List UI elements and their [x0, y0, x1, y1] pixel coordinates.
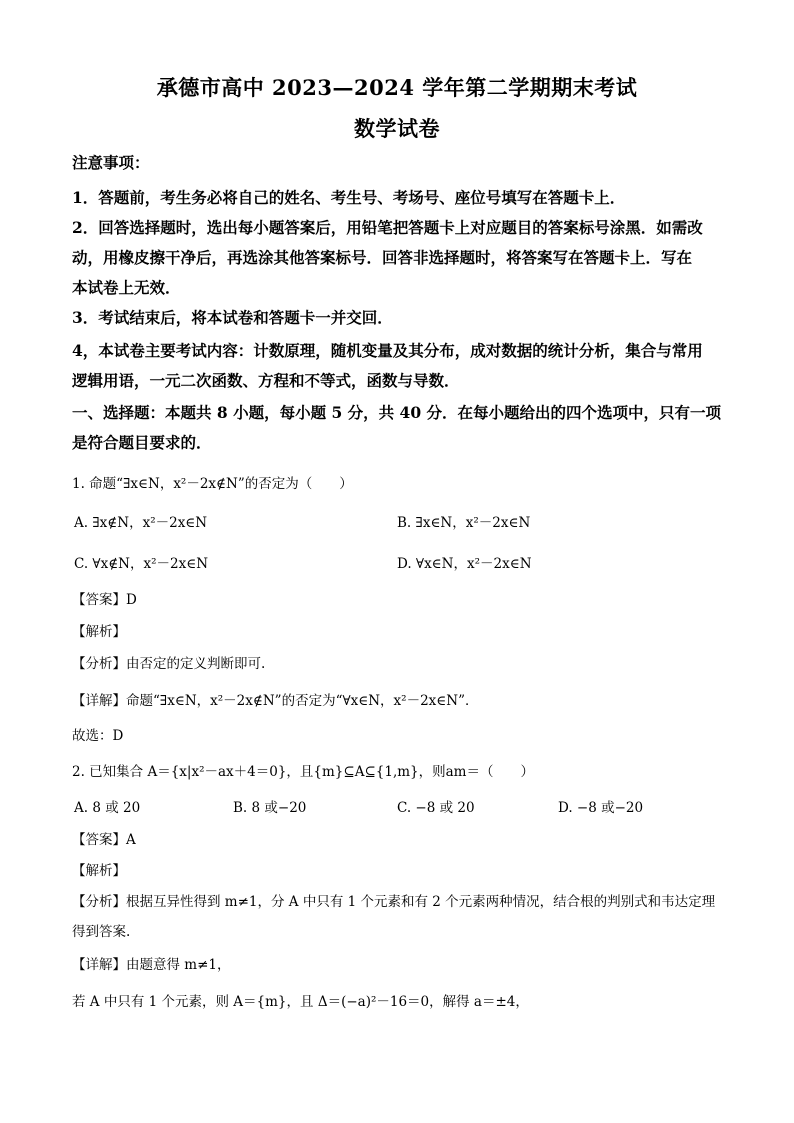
exam-subtitle: 数学试卷: [354, 116, 440, 141]
q1-option-b: B. ∃x∈N，x²－2x∈N: [397, 515, 531, 531]
q2-stem: 2. 已知集合 A＝{x|x²－ax＋4＝0}，且{m}⊆A⊆{1,m}，则am＝（ ）: [72, 764, 534, 780]
q1-option-a: A. ∃x∉N，x²－2x∈N: [74, 515, 208, 531]
notice-heading: 注意事项：: [72, 153, 150, 172]
q1-detail: 【详解】命题“∃x∈N，x²－2x∉N”的否定为“∀x∈N，x²－2x∈N”．: [72, 693, 479, 709]
section-heading-line-1: 一、选择题：本题共 8 小题，每小题 5 分，共 40 分．在每小题给出的四个选项中，只有一项: [72, 403, 722, 422]
q2-fenxi-line-1: 【分析】根据互异性得到 m≠1，分 A 中只有 1 个元素和有 2 个元素两种情况，结合根的判别式和韦达定理: [72, 894, 716, 910]
q2-option-a: A. 8 或 20: [74, 800, 141, 816]
q1-answer: 【答案】D: [72, 592, 137, 608]
notice-line-2: 2．回答选择题时，选出每小题答案后，用铅笔把答题卡上对应题目的答案标号涂黑．如需改: [72, 218, 703, 237]
q2-option-d: D. −8 或−20: [558, 800, 644, 816]
q1-analysis-label: 【解析】: [72, 624, 126, 640]
q1-fenxi: 【分析】由否定的定义判断即可.: [72, 656, 266, 672]
q2-detail: 【详解】由题意得 m≠1，: [72, 957, 231, 973]
exam-title: 承德市高中 2023—2024 学年第二学期期末考试: [156, 75, 638, 100]
notice-line-1: 1．答题前，考生务必将自己的姓名、考生号、考场号、座位号填写在答题卡上．: [72, 188, 626, 207]
q2-fenxi-line-2: 得到答案.: [72, 924, 131, 940]
notice-line-5: 3．考试结束后，将本试卷和答题卡一并交回．: [72, 308, 393, 327]
q2-option-b: B. 8 或−20: [233, 800, 307, 816]
section-heading-line-2: 是符合题目要求的．: [72, 433, 212, 452]
notice-line-3: 动，用橡皮擦干净后，再选涂其他答案标号．回答非选择题时，将答案写在答题卡上．写在: [72, 248, 693, 267]
q1-choose: 故选：D: [72, 728, 124, 744]
q2-answer: 【答案】A: [72, 832, 136, 848]
notice-line-7: 逻辑用语，一元二次函数、方程和不等式，函数与导数．: [72, 371, 460, 390]
q1-stem: 1. 命题“∃x∈N，x²－2x∉N”的否定为（ ）: [72, 476, 353, 492]
q2-option-c: C. −8 或 20: [397, 800, 475, 816]
notice-line-6: 4，本试卷主要考试内容：计数原理，随机变量及其分布，成对数据的统计分析，集合与常用: [72, 341, 703, 360]
q1-option-d: D. ∀x∈N，x²－2x∈N: [397, 556, 532, 572]
q2-analysis-label: 【解析】: [72, 863, 126, 879]
q1-option-c: C. ∀x∉N，x²－2x∈N: [74, 556, 209, 572]
q2-last-line: 若 A 中只有 1 个元素，则 A＝{m}，且 Δ＝(−a)²－16＝0，解得 a＝±4，: [72, 994, 529, 1010]
notice-line-4: 本试卷上无效．: [72, 278, 181, 297]
